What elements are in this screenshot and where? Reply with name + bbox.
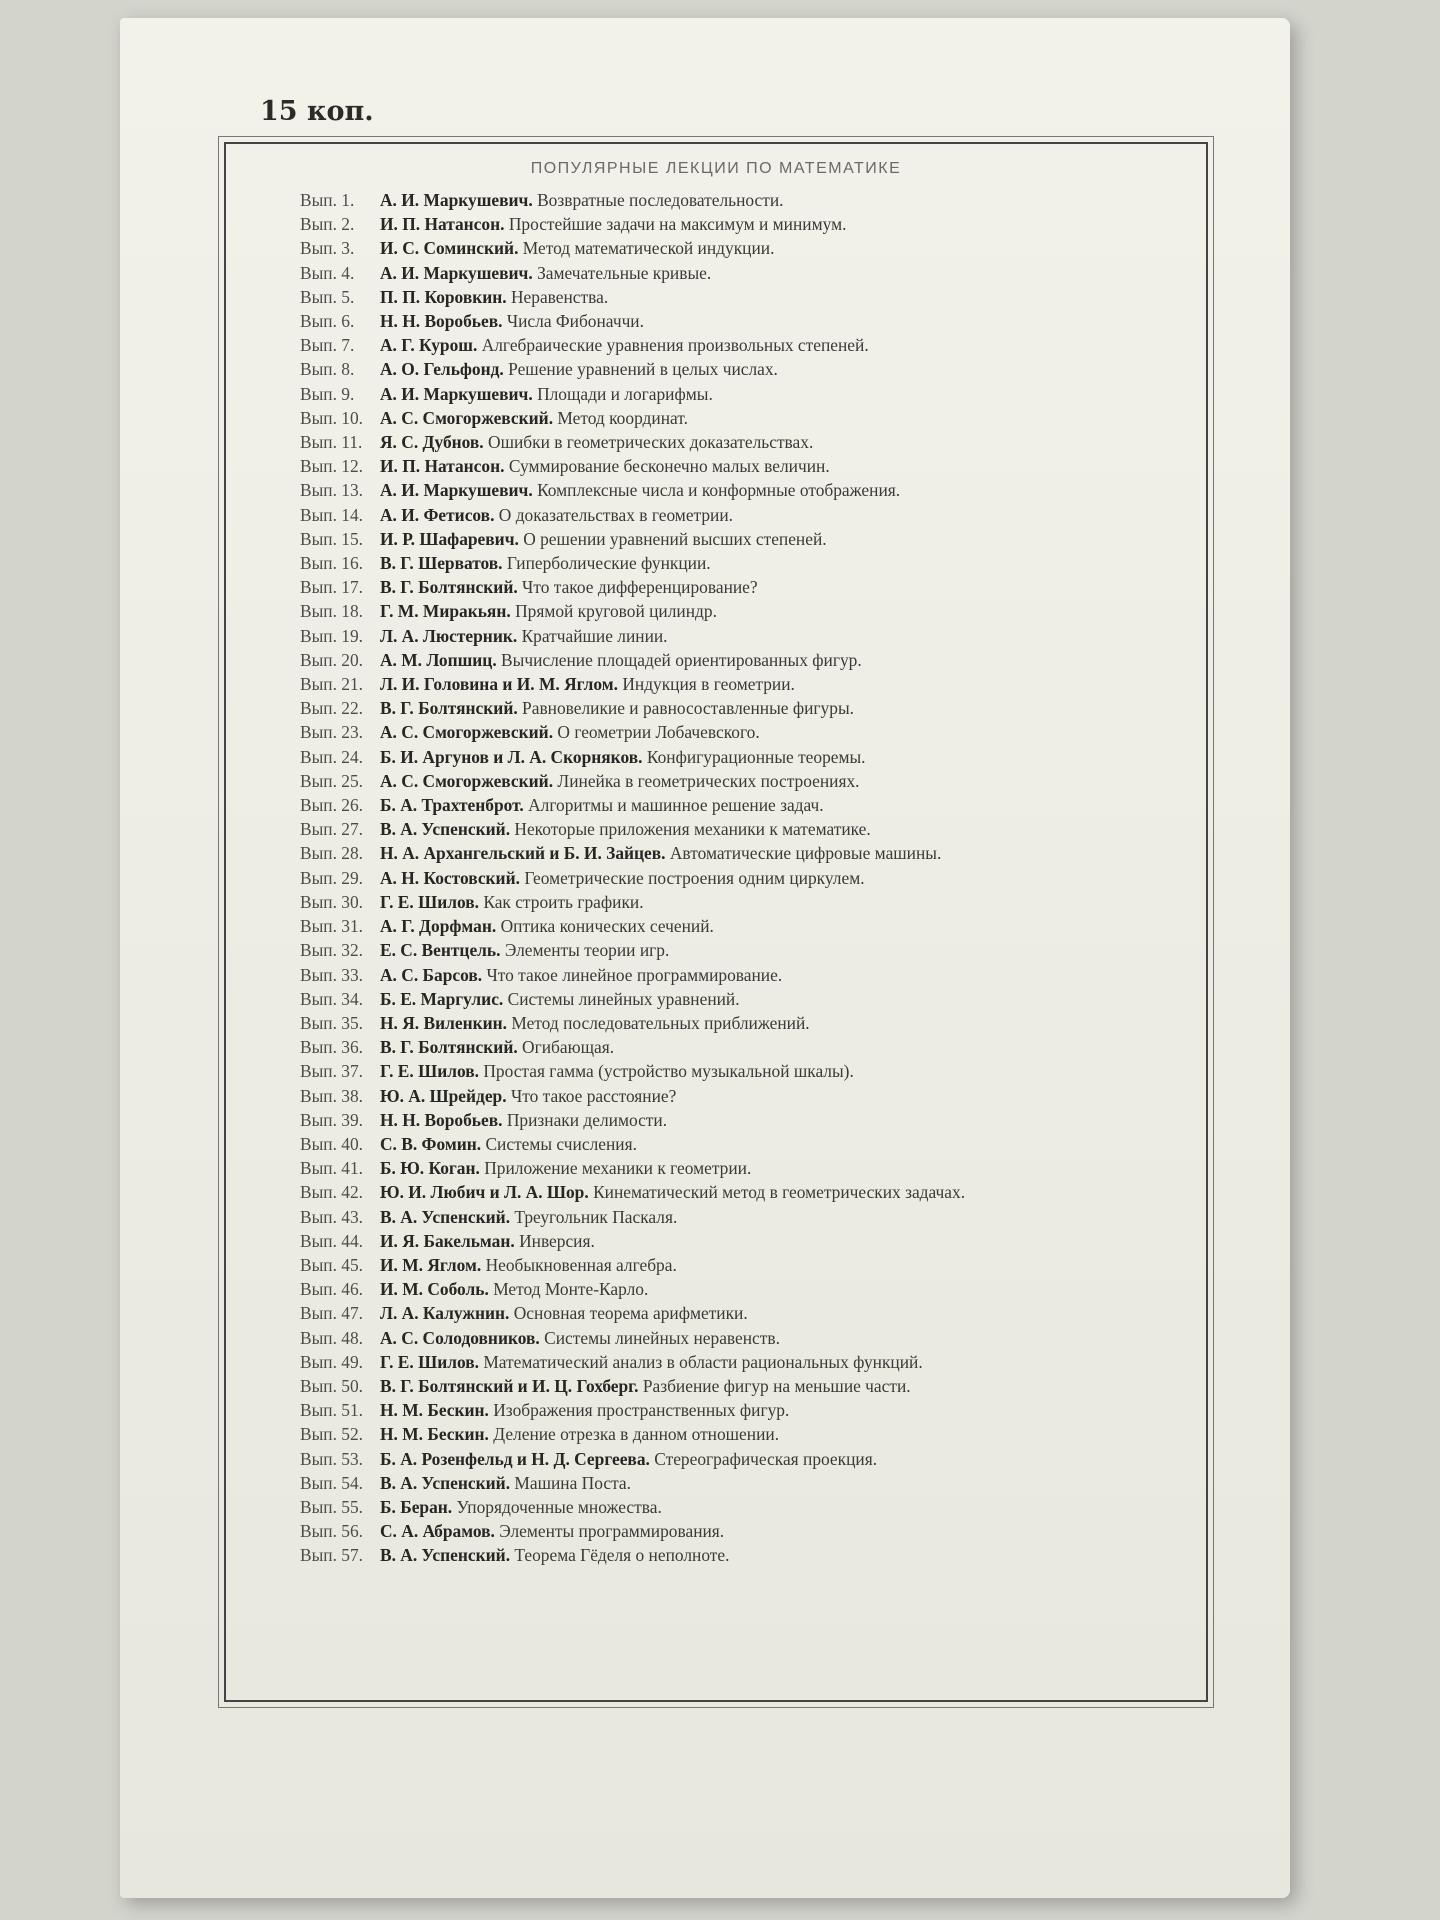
volume-title: Необыкновенная алгебра. [485,1254,677,1275]
volume-title: Системы линейных неравенств. [544,1327,780,1348]
volume-number: Вып. 14. [300,504,364,525]
volume-number: Вып. 2. [300,214,355,235]
volume-author: И. С. Соминский. [380,238,519,259]
volume-list-item [300,430,1170,454]
volume-list-item [300,1156,1170,1180]
volume-number: Вып. 28. [300,843,364,864]
volume-author: Н. А. Архангельский и Б. И. Зайцев. [380,843,666,864]
volume-list-item [300,599,1170,623]
volume-entry [380,1326,1170,1350]
volume-list-item [300,575,1170,599]
volume-entry [380,382,1170,406]
volume-number: Вып. 27. [300,819,364,840]
volume-title: Алгебраические уравнения произвольных степеней. [481,335,869,356]
volume-entry [380,430,1170,454]
volume-author: В. Г. Шерватов. [380,553,503,574]
volume-title: Замечательные кривые. [537,262,712,283]
volume-title: Математический анализ в области рациональных функций. [483,1351,923,1372]
volume-number: Вып. 51. [300,1400,364,1421]
volume-entry [380,987,1170,1011]
volume-title: Огибающая. [522,1037,615,1058]
volume-author: И. П. Натансон. [380,456,505,477]
volume-entry [380,527,1170,551]
volume-entry [380,841,1170,865]
volume-author: В. Г. Болтянский и И. Ц. Гохберг. [380,1375,639,1396]
volume-entry [380,212,1170,236]
volume-entry [380,1398,1170,1422]
volume-list-item [300,1011,1170,1035]
volume-title: Системы линейных уравнений. [507,988,740,1009]
volume-list-item [300,1398,1170,1422]
volume-author: И. Р. Шафаревич. [380,528,519,549]
volume-author: Г. Е. Шилов. [380,1061,479,1082]
volume-author: Н. Н. Воробьев. [380,311,503,332]
volume-number: Вып. 5. [300,286,355,307]
volume-entry [380,720,1170,744]
volume-list-item [300,914,1170,938]
volume-title: Изображения пространственных фигур. [493,1400,790,1421]
volume-list-item [300,333,1170,357]
volume-number: Вып. 52. [300,1424,364,1445]
volume-title: Стереографическая проекция. [654,1448,878,1469]
volume-entry [380,817,1170,841]
volume-list-item [300,1253,1170,1277]
volume-title: Решение уравнений в целых числах. [508,359,778,380]
volume-author: В. Г. Болтянский. [380,577,518,598]
volume-author: Г. М. Миракьян. [380,601,511,622]
volume-title: Конфигурационные теоремы. [646,746,866,767]
volume-list-item [300,769,1170,793]
volume-title: Суммирование бесконечно малых величин. [508,456,830,477]
volume-title: Простая гамма (устройство музыкальной шкалы). [483,1061,854,1082]
volume-list-item [300,212,1170,236]
volume-list-item [300,1447,1170,1471]
volume-author: А. И. Маркушевич. [380,383,533,404]
volume-entry [380,1229,1170,1253]
volume-list-item [300,793,1170,817]
volume-number: Вып. 6. [300,311,355,332]
volume-list-item [300,1471,1170,1495]
volume-number: Вып. 9. [300,383,355,404]
volume-author: А. И. Маркушевич. [380,262,533,283]
volume-number: Вып. 55. [300,1496,364,1517]
volume-list-item [300,866,1170,890]
volume-number: Вып. 26. [300,795,364,816]
volume-author: Н. М. Бескин. [380,1424,489,1445]
volume-title: Некоторые приложения механики к математике. [514,819,871,840]
volume-entry [380,575,1170,599]
volume-list-item [300,624,1170,648]
volume-entry [380,406,1170,430]
volume-entry [380,624,1170,648]
volume-entry [380,890,1170,914]
volume-author: Е. С. Вентцель. [380,940,501,961]
price-label: 15 коп. [260,96,374,127]
volume-list-item [300,1277,1170,1301]
volume-author: Б. Е. Маргулис. [380,988,504,1009]
volume-author: В. Г. Болтянский. [380,698,518,719]
volume-title: Как строить графики. [483,891,644,912]
volume-number: Вып. 32. [300,940,364,961]
volume-number: Вып. 12. [300,456,364,477]
volume-list-item [300,454,1170,478]
volume-author: П. П. Коровкин. [380,286,507,307]
volume-title: Гиперболические функции. [506,553,711,574]
volume-entry [380,1108,1170,1132]
volume-entry [380,1132,1170,1156]
volume-list-item [300,285,1170,309]
volume-author: Б. А. Трахтенброт. [380,795,524,816]
volume-list-item [300,551,1170,575]
volume-author: Я. С. Дубнов. [380,432,484,453]
volume-number: Вып. 29. [300,867,364,888]
volume-entry [380,188,1170,212]
volume-number: Вып. 23. [300,722,364,743]
volume-author: Г. Е. Шилов. [380,891,479,912]
volume-list-item [300,1326,1170,1350]
volume-number: Вып. 39. [300,1109,364,1130]
volume-list-item [300,745,1170,769]
volume-title: Оптика конических сечений. [500,916,714,937]
volume-entry [380,551,1170,575]
volume-author: Л. А. Люстерник. [380,625,518,646]
volume-author: И. М. Соболь. [380,1279,489,1300]
volume-number: Вып. 34. [300,988,364,1009]
volume-title: О геометрии Лобачевского. [557,722,760,743]
volume-list-item [300,1084,1170,1108]
volume-list-item [300,938,1170,962]
volume-author: А. И. Фетисов. [380,504,495,525]
volume-number: Вып. 25. [300,770,364,791]
volume-entry [380,1495,1170,1519]
volume-number: Вып. 19. [300,625,364,646]
volume-entry [380,1084,1170,1108]
volume-entry [380,1301,1170,1325]
volume-list-item [300,1519,1170,1543]
volume-number: Вып. 49. [300,1351,364,1372]
volume-number: Вып. 48. [300,1327,364,1348]
volume-title: Равновеликие и равносоставленные фигуры. [522,698,854,719]
volume-number: Вып. 13. [300,480,364,501]
volume-entry [380,1180,1170,1204]
volume-author: А. С. Барсов. [380,964,483,985]
volume-author: Н. Я. Виленкин. [380,1012,507,1033]
volume-title: Неравенства. [510,286,609,307]
volume-number: Вып. 11. [300,432,363,453]
volume-author: А. М. Лопшиц. [380,649,497,670]
volume-number: Вып. 44. [300,1230,364,1251]
volume-list-item [300,963,1170,987]
volume-title: Линейка в геометрических построениях. [557,770,860,791]
volume-entry [380,914,1170,938]
volume-author: В. Г. Болтянский. [380,1037,518,1058]
volume-list-item [300,696,1170,720]
volume-author: В. А. Успенский. [380,1472,511,1493]
volume-list-item [300,1059,1170,1083]
volume-number: Вып. 40. [300,1133,364,1154]
series-title: ПОПУЛЯРНЫЕ ЛЕКЦИИ ПО МАТЕМАТИКЕ [530,160,902,177]
volume-entry [380,1422,1170,1446]
volume-list-item [300,478,1170,502]
volume-author: И. П. Натансон. [380,214,505,235]
volume-number: Вып. 17. [300,577,364,598]
volume-number: Вып. 37. [300,1061,364,1082]
volume-author: И. Я. Бакельман. [380,1230,515,1251]
volume-author: И. М. Яглом. [380,1254,482,1275]
volume-entry [380,1035,1170,1059]
volume-title: Ошибки в геометрических доказательствах. [488,432,814,453]
volume-author: Н. Н. Воробьев. [380,1109,503,1130]
volume-list [300,188,1170,1568]
volume-list-item [300,817,1170,841]
volume-number: Вып. 20. [300,649,364,670]
volume-entry [380,672,1170,696]
volume-number: Вып. 10. [300,407,364,428]
booklet-back-cover [120,18,1290,1898]
volume-title: Приложение механики к геометрии. [484,1158,752,1179]
volume-list-item [300,648,1170,672]
volume-list-item [300,357,1170,381]
volume-list-item [300,1205,1170,1229]
volume-author: А. О. Гельфонд. [380,359,504,380]
volume-title: Что такое дифференцирование? [522,577,758,598]
volume-title: Комплексные числа и конформные отображения. [537,480,901,501]
volume-number: Вып. 47. [300,1303,364,1324]
volume-author: В. А. Успенский. [380,1206,511,1227]
volume-title: Треугольник Паскаля. [514,1206,678,1227]
volume-title: Разбиение фигур на меньшие части. [642,1375,911,1396]
volume-number: Вып. 30. [300,891,364,912]
volume-author: В. А. Успенский. [380,1545,511,1566]
volume-title: Площади и логарифмы. [537,383,713,404]
volume-title: Деление отрезка в данном отношении. [493,1424,780,1445]
volume-list-item [300,236,1170,260]
volume-title: Теорема Гёделя о неполноте. [514,1545,730,1566]
volume-author: А. И. Маркушевич. [380,190,533,210]
volume-title: Простейшие задачи на максимум и минимум. [508,214,847,235]
volume-number: Вып. 22. [300,698,364,719]
volume-entry [380,793,1170,817]
volume-author: Ю. И. Любич и Л. А. Шор. [380,1182,589,1203]
volume-title: Автоматические цифровые машины. [669,843,942,864]
volume-list-item [300,987,1170,1011]
series-list-frame [224,142,1208,1702]
volume-author: А. С. Солодовников. [380,1327,540,1348]
volume-list-item [300,720,1170,744]
volume-number: Вып. 36. [300,1037,364,1058]
volume-title: Системы счисления. [485,1133,637,1154]
volume-number: Вып. 7. [300,335,355,356]
volume-list-item [300,1108,1170,1132]
volume-list-item [300,527,1170,551]
volume-entry [380,236,1170,260]
volume-entry [380,1277,1170,1301]
volume-title: Элементы программирования. [499,1521,725,1542]
volume-author: Б. Беран. [380,1496,453,1517]
volume-list-item [300,890,1170,914]
volume-entry [380,454,1170,478]
volume-list-item [300,1180,1170,1204]
volume-author: С. В. Фомин. [380,1133,482,1154]
volume-number: Вып. 43. [300,1206,364,1227]
volume-list-item [300,1422,1170,1446]
volume-author: А. С. Смогоржевский. [380,407,554,428]
volume-number: Вып. 24. [300,746,364,767]
volume-title: Индукция в геометрии. [622,674,795,695]
volume-number: Вып. 50. [300,1375,364,1396]
volume-entry [380,1543,1170,1567]
volume-author: А. И. Маркушевич. [380,480,533,501]
volume-entry [380,333,1170,357]
volume-title: Элементы теории игр. [504,940,670,961]
volume-title: Машина Поста. [514,1472,631,1493]
volume-author: А. Н. Костовский. [380,867,520,888]
volume-title: Метод координат. [557,407,688,428]
volume-entry [380,261,1170,285]
volume-entry [380,1350,1170,1374]
volume-title: Алгоритмы и машинное решение задач. [528,795,824,816]
volume-list-item [300,1543,1170,1567]
volume-entry [380,1156,1170,1180]
volume-author: Б. Ю. Коган. [380,1158,480,1179]
volume-number: Вып. 3. [300,238,355,259]
volume-entry [380,1253,1170,1277]
volume-author: Л. А. Калужнин. [380,1303,510,1324]
volume-number: Вып. 46. [300,1279,364,1300]
volume-list-item [300,1229,1170,1253]
volume-number: Вып. 35. [300,1012,364,1033]
volume-number: Вып. 54. [300,1472,364,1493]
volume-title: Инверсия. [519,1230,595,1251]
volume-list-item [300,672,1170,696]
volume-entry [380,769,1170,793]
volume-title: Числа Фибоначчи. [506,311,644,332]
volume-list-item [300,382,1170,406]
volume-entry [380,1519,1170,1543]
volume-list-item [300,309,1170,333]
volume-entry [380,1205,1170,1229]
volume-author: Ю. А. Шрейдер. [380,1085,507,1106]
volume-author: Н. М. Бескин. [380,1400,489,1421]
volume-number: Вып. 53. [300,1448,364,1469]
volume-title: Метод математической индукции. [522,238,775,259]
volume-title: Что такое расстояние? [510,1085,677,1106]
volume-entry [380,963,1170,987]
volume-title: Кратчайшие линии. [521,625,668,646]
volume-entry [380,938,1170,962]
volume-title: Что такое линейное программирование. [486,964,783,985]
volume-entry [380,309,1170,333]
volume-list-item [300,1374,1170,1398]
volume-number: Вып. 21. [300,674,364,695]
volume-entry [380,1471,1170,1495]
volume-number: Вып. 4. [300,262,355,283]
volume-list-item [300,261,1170,285]
volume-title: Метод последовательных приближений. [511,1012,810,1033]
volume-author: Л. И. Головина и И. М. Яглом. [380,674,618,695]
volume-number: Вып. 1. [300,190,355,210]
volume-author: Г. Е. Шилов. [380,1351,479,1372]
volume-list-item [300,1350,1170,1374]
volume-author: А. С. Смогоржевский. [380,722,554,743]
volume-number: Вып. 15. [300,528,364,549]
volume-entry [380,1374,1170,1398]
volume-author: Б. А. Розенфельд и Н. Д. Сергеева. [380,1448,650,1469]
volume-list-item [300,406,1170,430]
volume-number: Вып. 38. [300,1085,364,1106]
volume-author: Б. И. Аргунов и Л. А. Скорняков. [380,746,643,767]
volume-number: Вып. 31. [300,916,364,937]
volume-entry [380,599,1170,623]
volume-number: Вып. 18. [300,601,364,622]
volume-number: Вып. 57. [300,1545,364,1566]
volume-entry [380,1059,1170,1083]
volume-entry [380,696,1170,720]
volume-number: Вып. 56. [300,1521,364,1542]
volume-author: С. А. Абрамов. [380,1521,495,1542]
volume-number: Вып. 8. [300,359,355,380]
volume-number: Вып. 45. [300,1254,364,1275]
volume-list-item [300,188,1170,212]
volume-entry [380,648,1170,672]
volume-title: Возвратные последовательности. [537,190,784,210]
volume-title: Основная теорема арифметики. [513,1303,748,1324]
volume-number: Вып. 16. [300,553,364,574]
volume-title: Признаки делимости. [506,1109,668,1130]
volume-entry [380,1011,1170,1035]
volume-title: Вычисление площадей ориентированных фигур. [501,649,862,670]
volume-title: Метод Монте-Карло. [493,1279,649,1300]
volume-title: Прямой круговой цилиндр. [515,601,717,622]
volume-title: Кинематический метод в геометрических задачах. [593,1182,966,1203]
volume-list-item [300,1132,1170,1156]
volume-number: Вып. 33. [300,964,364,985]
volume-author: А. С. Смогоржевский. [380,770,554,791]
volume-entry [380,745,1170,769]
volume-list-item [300,841,1170,865]
volume-entry [380,503,1170,527]
volume-author: А. Г. Дорфман. [380,916,497,937]
volume-title: О доказательствах в геометрии. [498,504,734,525]
volume-entry [380,866,1170,890]
volume-entry [380,285,1170,309]
volume-list-item [300,1301,1170,1325]
volume-list-item [300,1495,1170,1519]
volume-title: Упорядоченные множества. [456,1496,662,1517]
volume-title: Геометрические построения одним циркулем. [524,867,865,888]
volume-number: Вып. 41. [300,1158,364,1179]
volume-number: Вып. 42. [300,1182,364,1203]
volume-entry [380,1447,1170,1471]
volume-list-item [300,1035,1170,1059]
volume-title: О решении уравнений высших степеней. [523,528,827,549]
volume-entry [380,478,1170,502]
volume-entry [380,357,1170,381]
volume-list-item [300,503,1170,527]
volume-author: В. А. Успенский. [380,819,511,840]
volume-author: А. Г. Курош. [380,335,478,356]
